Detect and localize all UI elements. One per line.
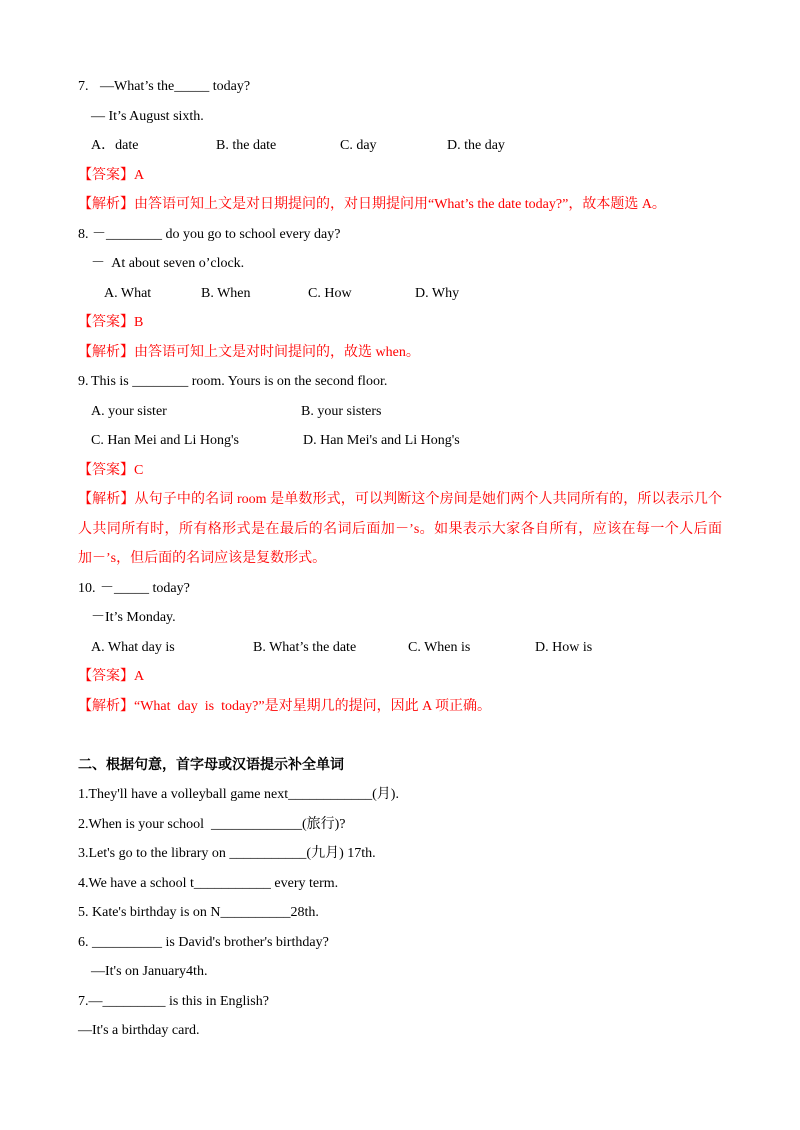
analysis-text: 【解析】“What day is today?”是对星期几的提问，因此 A 项正确。	[78, 698, 491, 714]
question-8-options	[0, 279, 800, 309]
option-b: B. What’s the date	[253, 639, 357, 655]
fill-item-7	[0, 987, 800, 1017]
question-10-answer-line	[0, 662, 800, 692]
question-7-stem-line	[0, 72, 800, 102]
question-9-options-row-1	[0, 397, 800, 427]
analysis-text: 加－’s，但后面的名词应该是复数形式。	[78, 551, 327, 566]
question-8-answer-line	[0, 308, 800, 338]
question-number: 9.	[78, 374, 89, 389]
fill-item-3	[0, 839, 800, 869]
question-stem: －________ do you go to school every day?	[92, 226, 341, 242]
analysis-text: 【解析】从句子中的名词 room 是单数形式，可以判断这个房间是她们两个人共同所有的，所以表示几个	[78, 492, 722, 507]
fill-item-text: 4.We have a school t___________ every term.	[78, 875, 339, 891]
question-9-stem-line	[0, 367, 800, 397]
question-7-options	[0, 131, 800, 161]
option-d: D. Why	[415, 285, 460, 301]
question-8-reply-line	[0, 249, 800, 279]
fill-item-6	[0, 928, 800, 958]
option-a: A．date	[91, 138, 139, 153]
question-10-reply-line	[0, 603, 800, 633]
fill-item-5	[0, 898, 800, 928]
question-9-analysis-line-2	[0, 515, 800, 545]
option-b: B. the date	[216, 138, 277, 153]
question-8-analysis-line	[0, 338, 800, 368]
question-stem: This is ________ room. Yours is on the second floor.	[91, 374, 388, 389]
fill-item-text: 5. Kate's birthday is on N__________28th.	[78, 905, 319, 920]
answer-text: 【答案】A	[78, 167, 145, 183]
fill-item-text: 1.They'll have a volleyball game next____________(月).	[78, 787, 399, 802]
analysis-text: 【解析】由答语可知上文是对时间提问的，故选 when。	[78, 344, 420, 360]
option-c: C. day	[340, 138, 377, 153]
question-reply: －It’s Monday.	[91, 610, 176, 625]
option-a: A. What	[104, 285, 152, 301]
section-2-heading-line	[0, 751, 800, 781]
option-b: B. When	[201, 285, 251, 301]
fill-item-text: 7.—_________ is this in English?	[78, 993, 269, 1009]
fill-item-7-reply	[0, 1016, 800, 1046]
question-reply: — It’s August sixth.	[91, 108, 204, 124]
question-stem: —What’s the_____ today?	[100, 79, 251, 94]
section-heading: 二、根据句意，首字母或汉语提示补全单词	[78, 757, 344, 773]
section-spacer	[0, 721, 800, 751]
question-stem: －_____ today?	[100, 580, 190, 596]
option-c: C. When is	[408, 639, 471, 655]
option-d: D. How is	[535, 639, 593, 655]
question-9-analysis-line-1	[0, 485, 800, 515]
option-a: A. What day is	[91, 639, 175, 655]
question-7-analysis-line	[0, 190, 800, 220]
fill-item-4	[0, 869, 800, 899]
question-10-analysis-line	[0, 692, 800, 722]
fill-item-2	[0, 810, 800, 840]
option-c: C. Han Mei and Li Hong's	[91, 433, 239, 448]
question-number: 7.	[78, 79, 89, 94]
option-d: D. Han Mei's and Li Hong's	[303, 433, 460, 448]
question-10-options	[0, 633, 800, 663]
option-d: D. the day	[447, 138, 505, 153]
option-c: C. How	[308, 285, 352, 301]
analysis-text: 人共同所有时，所有格形式是在最后的名词后面加－’s。如果表示大家各自所有，应该在每一个人后面	[78, 521, 722, 537]
question-7-reply-line	[0, 102, 800, 132]
fill-item-text: 3.Let's go to the library on ___________(九月) 17th.	[78, 846, 376, 861]
question-9-options-row-2	[0, 426, 800, 456]
question-reply: － At about seven o’clock.	[91, 256, 245, 271]
answer-text: 【答案】B	[78, 315, 144, 330]
question-9-analysis-line-3	[0, 544, 800, 574]
fill-item-1	[0, 780, 800, 810]
option-b: B. your sisters	[301, 403, 382, 419]
option-a: A. your sister	[91, 403, 167, 419]
fill-item-6-reply	[0, 957, 800, 987]
question-9-answer-line	[0, 456, 800, 486]
analysis-text: 【解析】由答语可知上文是对日期提问的，对日期提问用“What’s the date today?”，故本题选 A。	[78, 197, 666, 212]
fill-item-text: 2.When is your school _____________(旅行)?	[78, 816, 346, 832]
question-7-answer-line	[0, 161, 800, 191]
fill-item-reply: —It's a birthday card.	[78, 1023, 200, 1038]
question-number: 8.	[78, 226, 89, 242]
answer-text: 【答案】C	[78, 462, 144, 478]
question-number: 10.	[78, 580, 96, 596]
answer-text: 【答案】A	[78, 669, 145, 684]
fill-item-text: 6. __________ is David's brother's birthday?	[78, 934, 329, 950]
question-8-stem-line	[0, 220, 800, 250]
question-10-stem-line	[0, 574, 800, 604]
fill-item-reply: —It's on January4th.	[91, 964, 208, 979]
